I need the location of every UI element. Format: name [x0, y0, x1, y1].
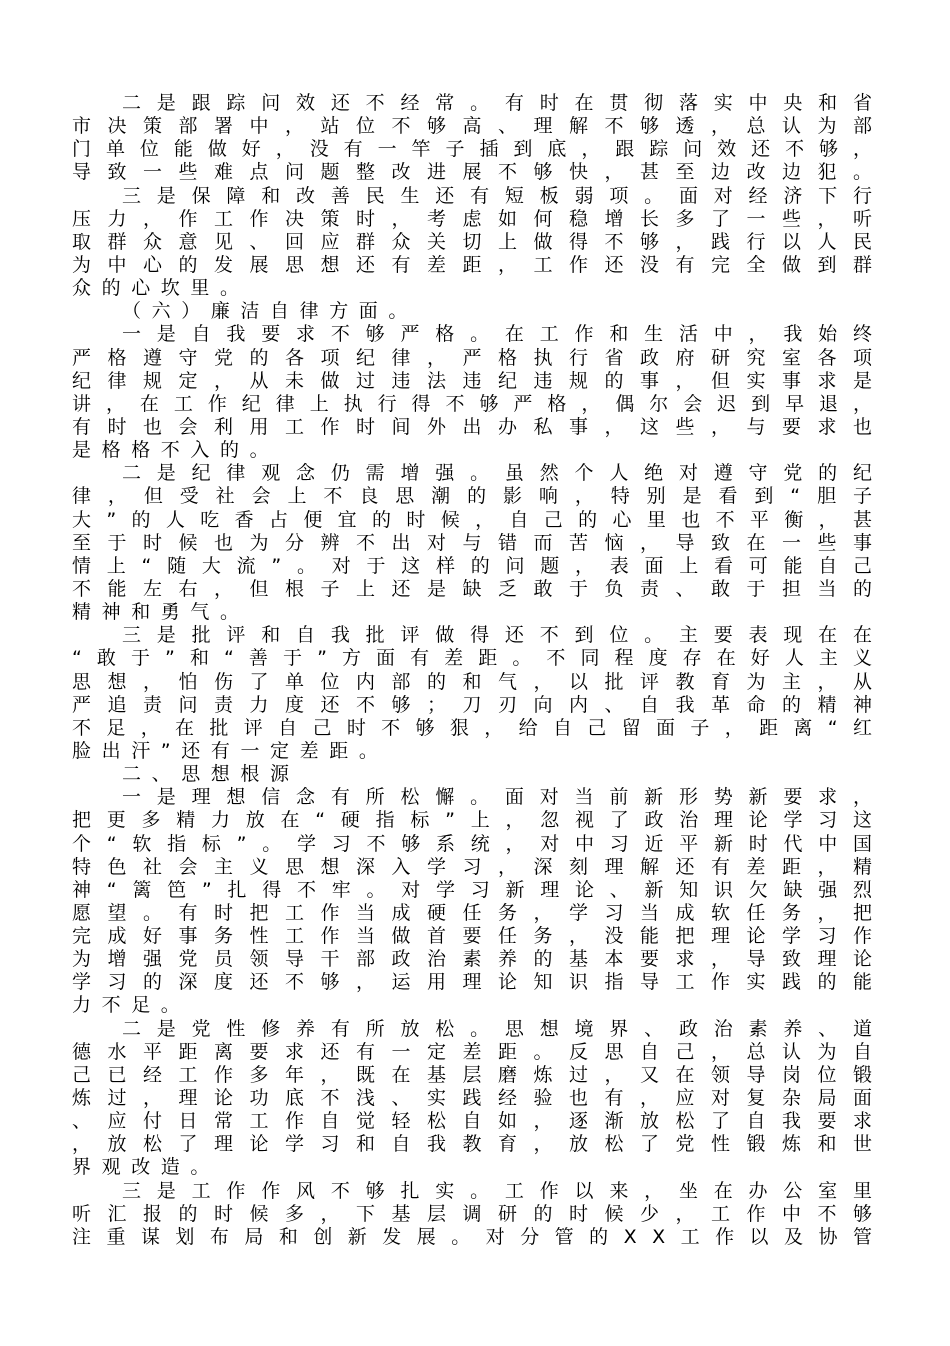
- text-line: 脸出汗”还有一定差距。: [72, 739, 389, 762]
- text-line: 思想，怕伤了单位内部的和气，以批评教育为主，从: [72, 670, 889, 693]
- text-line: 界观改造。: [72, 1156, 221, 1179]
- text-line: 神“篱笆”扎得不牢。对学习新理论、新知识欠缺强烈: [72, 878, 888, 901]
- text-line: 力不足。: [72, 994, 191, 1017]
- text-line: 有时也会利用工作时间外出办私事，这些，与要求也: [72, 415, 889, 438]
- text-line: 导致一些难点问题整改进展不够快，甚至边改边犯。: [72, 161, 889, 184]
- text-line: 完成好事务性工作当做首要任务，没能把理论学习作: [72, 925, 889, 948]
- text-line: 不足，在批评自己时不够狠，给自己留面子，距离“红: [72, 716, 888, 739]
- text-line: 讲，在工作纪律上执行得不够严格，偶尔会迟到早退，: [72, 392, 887, 415]
- text-line: 二是纪律观念仍需增强。虽然个人绝对遵守党的纪: [122, 462, 888, 485]
- text-line: 特色社会主义思想深入学习，深刻理解还有差距，精: [72, 855, 889, 878]
- text-line: 注重谋划布局和创新发展。对分管的XX工作以及协管: [72, 1225, 888, 1248]
- text-line: 情上“随大流”。对于这样的问题，表面上看可能自己: [72, 554, 888, 577]
- text-line: 众的心坎里。: [72, 277, 250, 300]
- text-line: 二是跟踪问效还不经常。有时在贯彻落实中央和省: [122, 92, 888, 114]
- text-line: 严格遵守党的各项纪律，严格执行省政府研究室各项: [72, 346, 889, 369]
- text-line: 严追责问责力度还不够；刀刃向内、自我革命的精神: [72, 693, 889, 716]
- text-line: 为中心的发展思想还有差距，工作还没有完全做到群: [72, 253, 889, 276]
- section-heading: 二、思想根源: [122, 763, 300, 786]
- text-line: “敢于”和“善于”方面有差距。不同程度存在好人主义: [72, 647, 888, 670]
- text-line: 三是保障和改善民生还有短板弱项。面对经济下行: [122, 184, 888, 207]
- text-line: 炼过，理论功底不浅、实践经验也有，应对复杂局面: [72, 1087, 889, 1110]
- text-line: 市决策部署中，站位不够高、理解不够透，总认为部: [72, 115, 889, 138]
- text-line: 二是党性修养有所放松。思想境界、政治素养、道: [122, 1017, 888, 1040]
- text-line: 压力，作工作决策时，考虑如何稳增长多了一些，听: [72, 207, 889, 230]
- text-line: 一是理想信念有所松懈。面对当前新形势新要求，: [122, 786, 888, 809]
- text-line: 精神和勇气。: [72, 601, 250, 624]
- section-heading: （六）廉洁自律方面。: [122, 300, 419, 323]
- text-line: 听汇报的时候多，下基层调研的时候少，工作中不够: [72, 1202, 889, 1225]
- text-line: 学习的深度还不够，运用理论知识指导工作实践的能: [72, 971, 889, 994]
- text-line: ，放松了理论学习和自我教育，放松了党性锻炼和世: [72, 1133, 889, 1156]
- text-line: 德水平距离要求还有一定差距。反思自己，总认为自: [72, 1040, 889, 1063]
- text-line: 是格格不入的。: [72, 439, 280, 462]
- document-body: [72, 92, 889, 1249]
- text-line: 把更多精力放在“硬指标”上，忽视了政治理论学习这: [72, 809, 888, 832]
- text-line: 、应付日常工作自觉轻松自如，逐渐放松了自我要求: [72, 1110, 889, 1133]
- text-line: 取群众意见、回应群众关切上做得不够，践行以人民: [72, 230, 889, 253]
- text-line: 个“软指标”。学习不够系统，对中习近平新时代中国: [72, 832, 888, 855]
- text-line: 纪律规定，从未做过违法违纪违规的事，但实事求是: [72, 369, 889, 392]
- text-line: 一是自我要求不够严格。在工作和生活中，我始终: [122, 323, 888, 346]
- text-line: 为增强党员领导干部政治素养的基本要求，导致理论: [72, 948, 889, 971]
- text-line: 不能左右，但根子上还是缺乏敢于负责、敢于担当的: [72, 577, 889, 600]
- text-line: 律，但受社会上不良思潮的影响，特别是看到“胆子: [72, 485, 889, 508]
- text-line: 大”的人吃香占便宜的时候，自己的心里也不平衡，甚: [72, 508, 888, 531]
- text-line: 己已经工作多年，既在基层磨炼过，又在领导岗位锻: [72, 1063, 889, 1086]
- text-line: 三是工作作风不够扎实。工作以来，坐在办公室里: [122, 1179, 888, 1202]
- text-line: 至于时候也为分辨不出对与错而苦恼，导致在一些事: [72, 531, 889, 554]
- text-line: 三是批评和自我批评做得还不到位。主要表现在在: [122, 624, 888, 647]
- text-line: 愿望。有时把工作当成硬任务，学习当成软任务，把: [72, 901, 889, 924]
- text-line: 门单位能做好，没有一竿子插到底，跟踪问效还不够，: [72, 138, 887, 161]
